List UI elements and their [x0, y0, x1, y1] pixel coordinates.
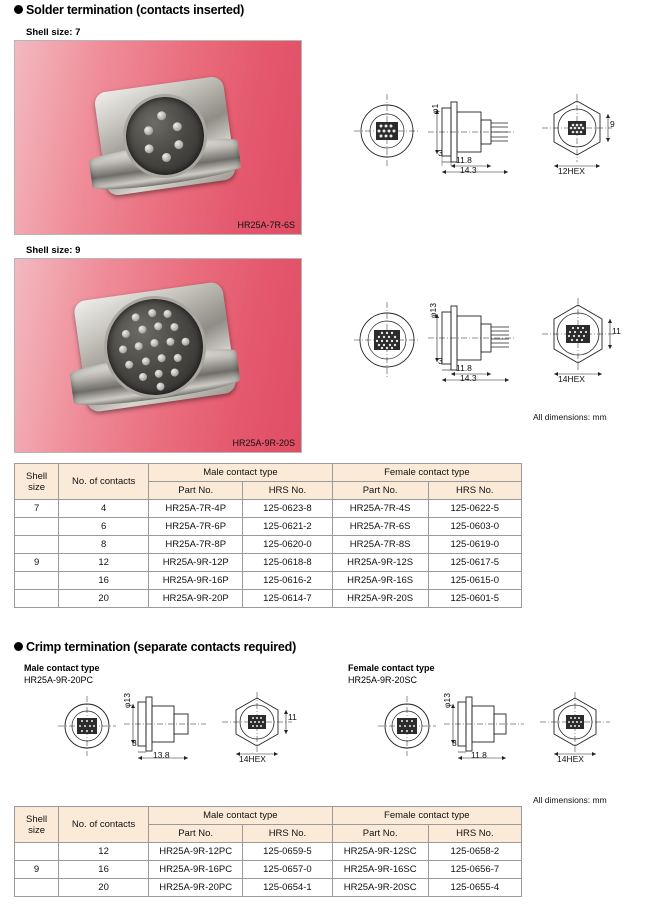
header-male-part-no: Part No.: [149, 825, 243, 843]
cell-male-part: HR25A-7R-4P: [149, 500, 243, 518]
cell-male-part: HR25A-7R-8P: [149, 536, 243, 554]
cell-shell-size: [15, 572, 59, 590]
dim-3-crimp-female: 3: [452, 738, 457, 748]
product-photo-shell-9: [14, 258, 302, 453]
header-female-contact-type: Female contact type: [332, 464, 521, 482]
cell-contacts: 20: [59, 590, 149, 608]
dim-11-9: 11: [612, 326, 621, 336]
cell-female-part: HR25A-9R-12SC: [332, 843, 428, 861]
header-male-hrs-no: HRS No.: [243, 825, 332, 843]
table-row: [15, 518, 522, 536]
header-female-part-no: Part No.: [332, 482, 428, 500]
header-no-of-contacts: No. of contacts: [59, 807, 149, 843]
table-header-row-1: [15, 807, 522, 825]
crimp-female-part-no: HR25A-9R-20SC: [348, 675, 418, 685]
header-female-hrs-no: HRS No.: [428, 482, 521, 500]
crimp-male-label: Male contact type HR25A-9R-20PC: [24, 663, 100, 685]
drawing-crimp-female-front: [376, 694, 438, 758]
cell-shell-size: [15, 879, 59, 897]
header-male-contact-type: Male contact type: [149, 464, 332, 482]
table-row: [15, 843, 522, 861]
dim-hex-7: 12HEX: [558, 166, 585, 176]
cell-contacts: 4: [59, 500, 149, 518]
table-row: [15, 500, 522, 518]
header-female-part-no: Part No.: [332, 825, 428, 843]
product-photo-shell-7: [14, 40, 302, 235]
cell-shell-size: [15, 843, 59, 861]
cell-female-part: HR25A-9R-16S: [332, 572, 428, 590]
dim-11-crimp-male: 11: [288, 712, 297, 722]
dim-3-crimp-male: 3: [132, 738, 137, 748]
cell-male-part: HR25A-9R-20P: [149, 590, 243, 608]
cell-shell-size: [15, 590, 59, 608]
table-header-row-1: [15, 464, 522, 482]
dim-diameter-7: φ1: [430, 103, 440, 114]
cell-male-part: HR25A-9R-16PC: [149, 861, 243, 879]
drawing-crimp-female-rear: [536, 690, 614, 764]
table-row: [15, 879, 522, 897]
connector-render-7: [75, 61, 255, 211]
drawing-crimp-male-side: [120, 690, 210, 762]
cell-male-part: HR25A-9R-12P: [149, 554, 243, 572]
drawing-front-view-9: [352, 300, 422, 380]
cell-male-hrs: 125-0616-2: [243, 572, 333, 590]
cell-female-hrs: 125-0656-7: [428, 861, 521, 879]
cell-male-part: HR25A-9R-12PC: [149, 843, 243, 861]
cell-shell-size: 9: [15, 861, 59, 879]
table-row: [15, 572, 522, 590]
photo-part-number-7: HR25A-7R-6S: [237, 220, 295, 230]
connector-render-9: [55, 267, 255, 427]
dim-118-crimp-female: 11.8: [471, 750, 487, 760]
cell-contacts: 16: [59, 572, 149, 590]
drawing-front-view-7: [352, 92, 422, 170]
table-row: [15, 861, 522, 879]
cell-male-hrs: 125-0623-8: [243, 500, 333, 518]
cell-male-hrs: 125-0621-2: [243, 518, 333, 536]
cell-male-hrs: 125-0654-1: [243, 879, 332, 897]
photo-part-number-9: HR25A-9R-20S: [232, 438, 295, 448]
cell-female-hrs: 125-0615-0: [428, 572, 521, 590]
dim-diameter-9: φ13: [428, 303, 438, 318]
header-female-hrs-no: HRS No.: [428, 825, 521, 843]
dim-3-9: 3: [438, 356, 443, 366]
cell-female-hrs: 125-0617-5: [428, 554, 521, 572]
dim-hex-crimp-male: 14HEX: [239, 754, 266, 764]
contact-pin-field: [101, 293, 209, 401]
dim-143-9: 14.3: [460, 373, 477, 383]
drawing-rear-view-9: [538, 296, 621, 384]
drawing-side-view-7: [424, 92, 520, 174]
all-dimensions-note-solder: All dimensions: mm: [533, 412, 607, 422]
cell-female-hrs: 125-0603-0: [428, 518, 521, 536]
bullet-icon: [14, 5, 23, 14]
table-row: [15, 554, 522, 572]
crimp-spec-table: [14, 806, 522, 897]
cell-female-hrs: 125-0658-2: [428, 843, 521, 861]
header-male-hrs-no: HRS No.: [243, 482, 333, 500]
cell-female-part: HR25A-9R-12S: [332, 554, 428, 572]
cell-shell-size: 9: [15, 554, 59, 572]
dim-138-crimp-male: 13.8: [153, 750, 170, 760]
cell-male-hrs: 125-0614-7: [243, 590, 333, 608]
bullet-icon: [14, 642, 23, 651]
cell-male-part: HR25A-9R-20PC: [149, 879, 243, 897]
dim-diameter-crimp-female: φ13: [442, 693, 452, 708]
cell-male-part: HR25A-9R-16P: [149, 572, 243, 590]
cell-female-part: HR25A-9R-20SC: [332, 879, 428, 897]
dim-3-7: 3: [438, 148, 443, 158]
header-female-contact-type: Female contact type: [332, 807, 521, 825]
cell-shell-size: [15, 536, 59, 554]
header-no-of-contacts: No. of contacts: [59, 464, 149, 500]
drawing-rear-view-7: [538, 92, 616, 176]
cell-female-hrs: 125-0619-0: [428, 536, 521, 554]
cell-female-hrs: 125-0622-5: [428, 500, 521, 518]
crimp-male-part-no: HR25A-9R-20PC: [24, 675, 94, 685]
cell-contacts: 8: [59, 536, 149, 554]
cell-shell-size: [15, 518, 59, 536]
cell-female-hrs: 125-0601-5: [428, 590, 521, 608]
drawing-crimp-male-front: [56, 694, 118, 758]
dim-hex-crimp-female: 14HEX: [557, 754, 584, 764]
header-shell-size: Shell size: [15, 807, 59, 843]
cell-male-hrs: 125-0620-0: [243, 536, 333, 554]
shell-size-9-label: Shell size: 9: [26, 245, 81, 256]
dim-118-9: 11.8: [456, 363, 472, 373]
dim-diameter-crimp-male: φ13: [122, 693, 132, 708]
drawing-crimp-male-rear: [218, 690, 296, 764]
cell-contacts: 16: [59, 861, 149, 879]
cell-female-part: HR25A-7R-6S: [332, 518, 428, 536]
table-row: [15, 536, 522, 554]
header-shell-size: Shell size: [15, 464, 59, 500]
table-row: [15, 590, 522, 608]
section-heading-crimp: Crimp termination (separate contacts required): [14, 640, 296, 654]
all-dimensions-note-crimp: All dimensions: mm: [533, 795, 607, 805]
shell-size-7-label: Shell size: 7: [26, 27, 81, 38]
section-heading-solder: Solder termination (contacts inserted): [14, 3, 244, 17]
cell-female-part: HR25A-7R-4S: [332, 500, 428, 518]
cell-contacts: 6: [59, 518, 149, 536]
dim-118-7: 11.8: [456, 155, 472, 165]
dim-9-7: 9: [610, 119, 615, 129]
cell-contacts: 12: [59, 843, 149, 861]
cell-female-part: HR25A-7R-8S: [332, 536, 428, 554]
cell-male-hrs: 125-0659-5: [243, 843, 332, 861]
cell-male-hrs: 125-0657-0: [243, 861, 332, 879]
cell-male-hrs: 125-0618-8: [243, 554, 333, 572]
cell-shell-size: 7: [15, 500, 59, 518]
dim-hex-9: 14HEX: [558, 374, 585, 384]
cell-contacts: 20: [59, 879, 149, 897]
cell-contacts: 12: [59, 554, 149, 572]
solder-spec-table: [14, 463, 522, 608]
header-male-contact-type: Male contact type: [149, 807, 333, 825]
cell-male-part: HR25A-7R-6P: [149, 518, 243, 536]
drawing-side-view-9: [424, 298, 520, 382]
crimp-female-label: Female contact type HR25A-9R-20SC: [348, 663, 435, 685]
cell-female-hrs: 125-0655-4: [428, 879, 521, 897]
header-male-part-no: Part No.: [149, 482, 243, 500]
drawing-crimp-female-side: [440, 690, 528, 762]
cell-female-part: HR25A-9R-20S: [332, 590, 428, 608]
cell-female-part: HR25A-9R-16SC: [332, 861, 428, 879]
contact-pin-field: [121, 92, 209, 180]
dim-143-7: 14.3: [460, 165, 477, 175]
